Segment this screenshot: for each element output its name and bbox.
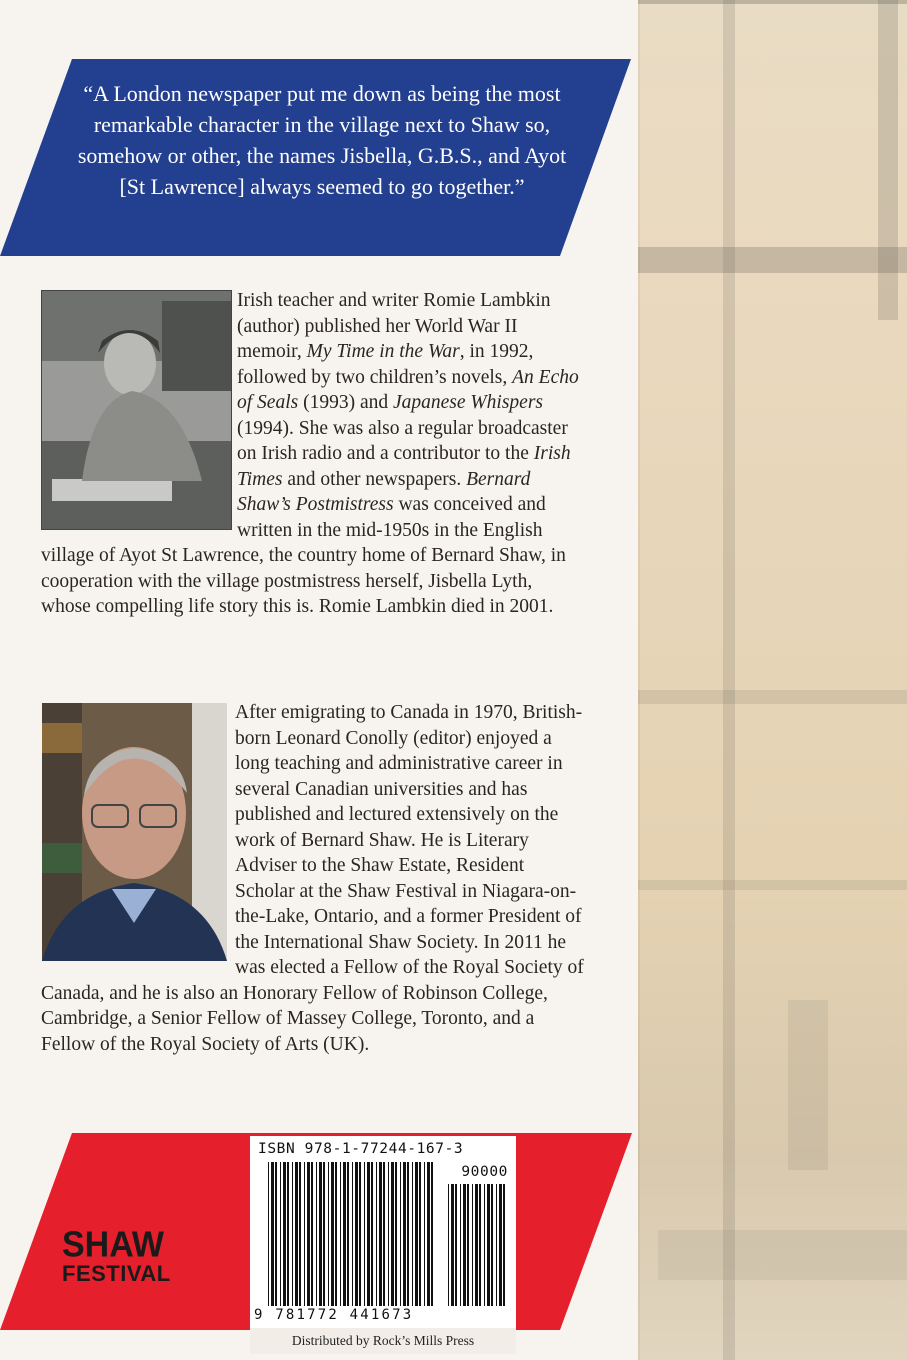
- distributor-credit: Distributed by Rock’s Mills Press: [250, 1328, 516, 1354]
- editor-bio: After emigrating to Canada in 1970, British-born Leonard Conolly (editor) enjoyed a long teaching and administrative career in several Canadian universities and has published and lectured extensively on the work of Bernard Shaw. He is Literary Adviser to the Shaw Estate, Resident Scholar at the Shaw Festival in Niagara-on-the-Lake, Ontario, and a former President of the International Shaw Society. In 2011 he was elected a Fellow of the Royal Society of Canada, and he is also an Honorary Fellow of Robinson College, Cambridge, a Senior Fellow of Massey College, Toronto, and a Fellow of the Royal Society of Arts (UK).: [41, 702, 584, 1055]
- barcode-bars: [250, 1136, 516, 1328]
- isbn-label: ISBN 978-1-77244-167-3: [258, 1141, 464, 1157]
- pull-quote: “A London newspaper put me down as being the most remarkable character in the village next to Shaw so, somehow or other, the names Jisbella, G.B.S., and Ayot [St Lawrence] always seemed to go together.”: [77, 81, 567, 199]
- decorative-texture-strip: [638, 0, 907, 1360]
- barcode-digits: 9 781772 441673: [254, 1307, 414, 1323]
- price-addon: 90000: [461, 1164, 508, 1180]
- shaw-festival-logo: SHAW FESTIVAL: [62, 1225, 171, 1286]
- isbn-barcode: [250, 1136, 516, 1328]
- author-bio: Irish teacher and writer Romie Lambkin (author) published her World War II memoir, My Time in the War, in 1992, followed by two children’s novels, An Echo of Seals (1993) and Japanese Whispers (1994). She was also a regular broadcaster on Irish radio and a contributor to the Irish Times and other newspapers. Bernard Shaw’s Postmistress was conceived and written in the mid-1950s in the English village of Ayot St Lawrence, the country home of Bernard Shaw, in cooperation with the village postmistress herself, Jisbella Lyth, whose compelling life story this is. Romie Lambkin died in 2001.: [41, 290, 579, 617]
